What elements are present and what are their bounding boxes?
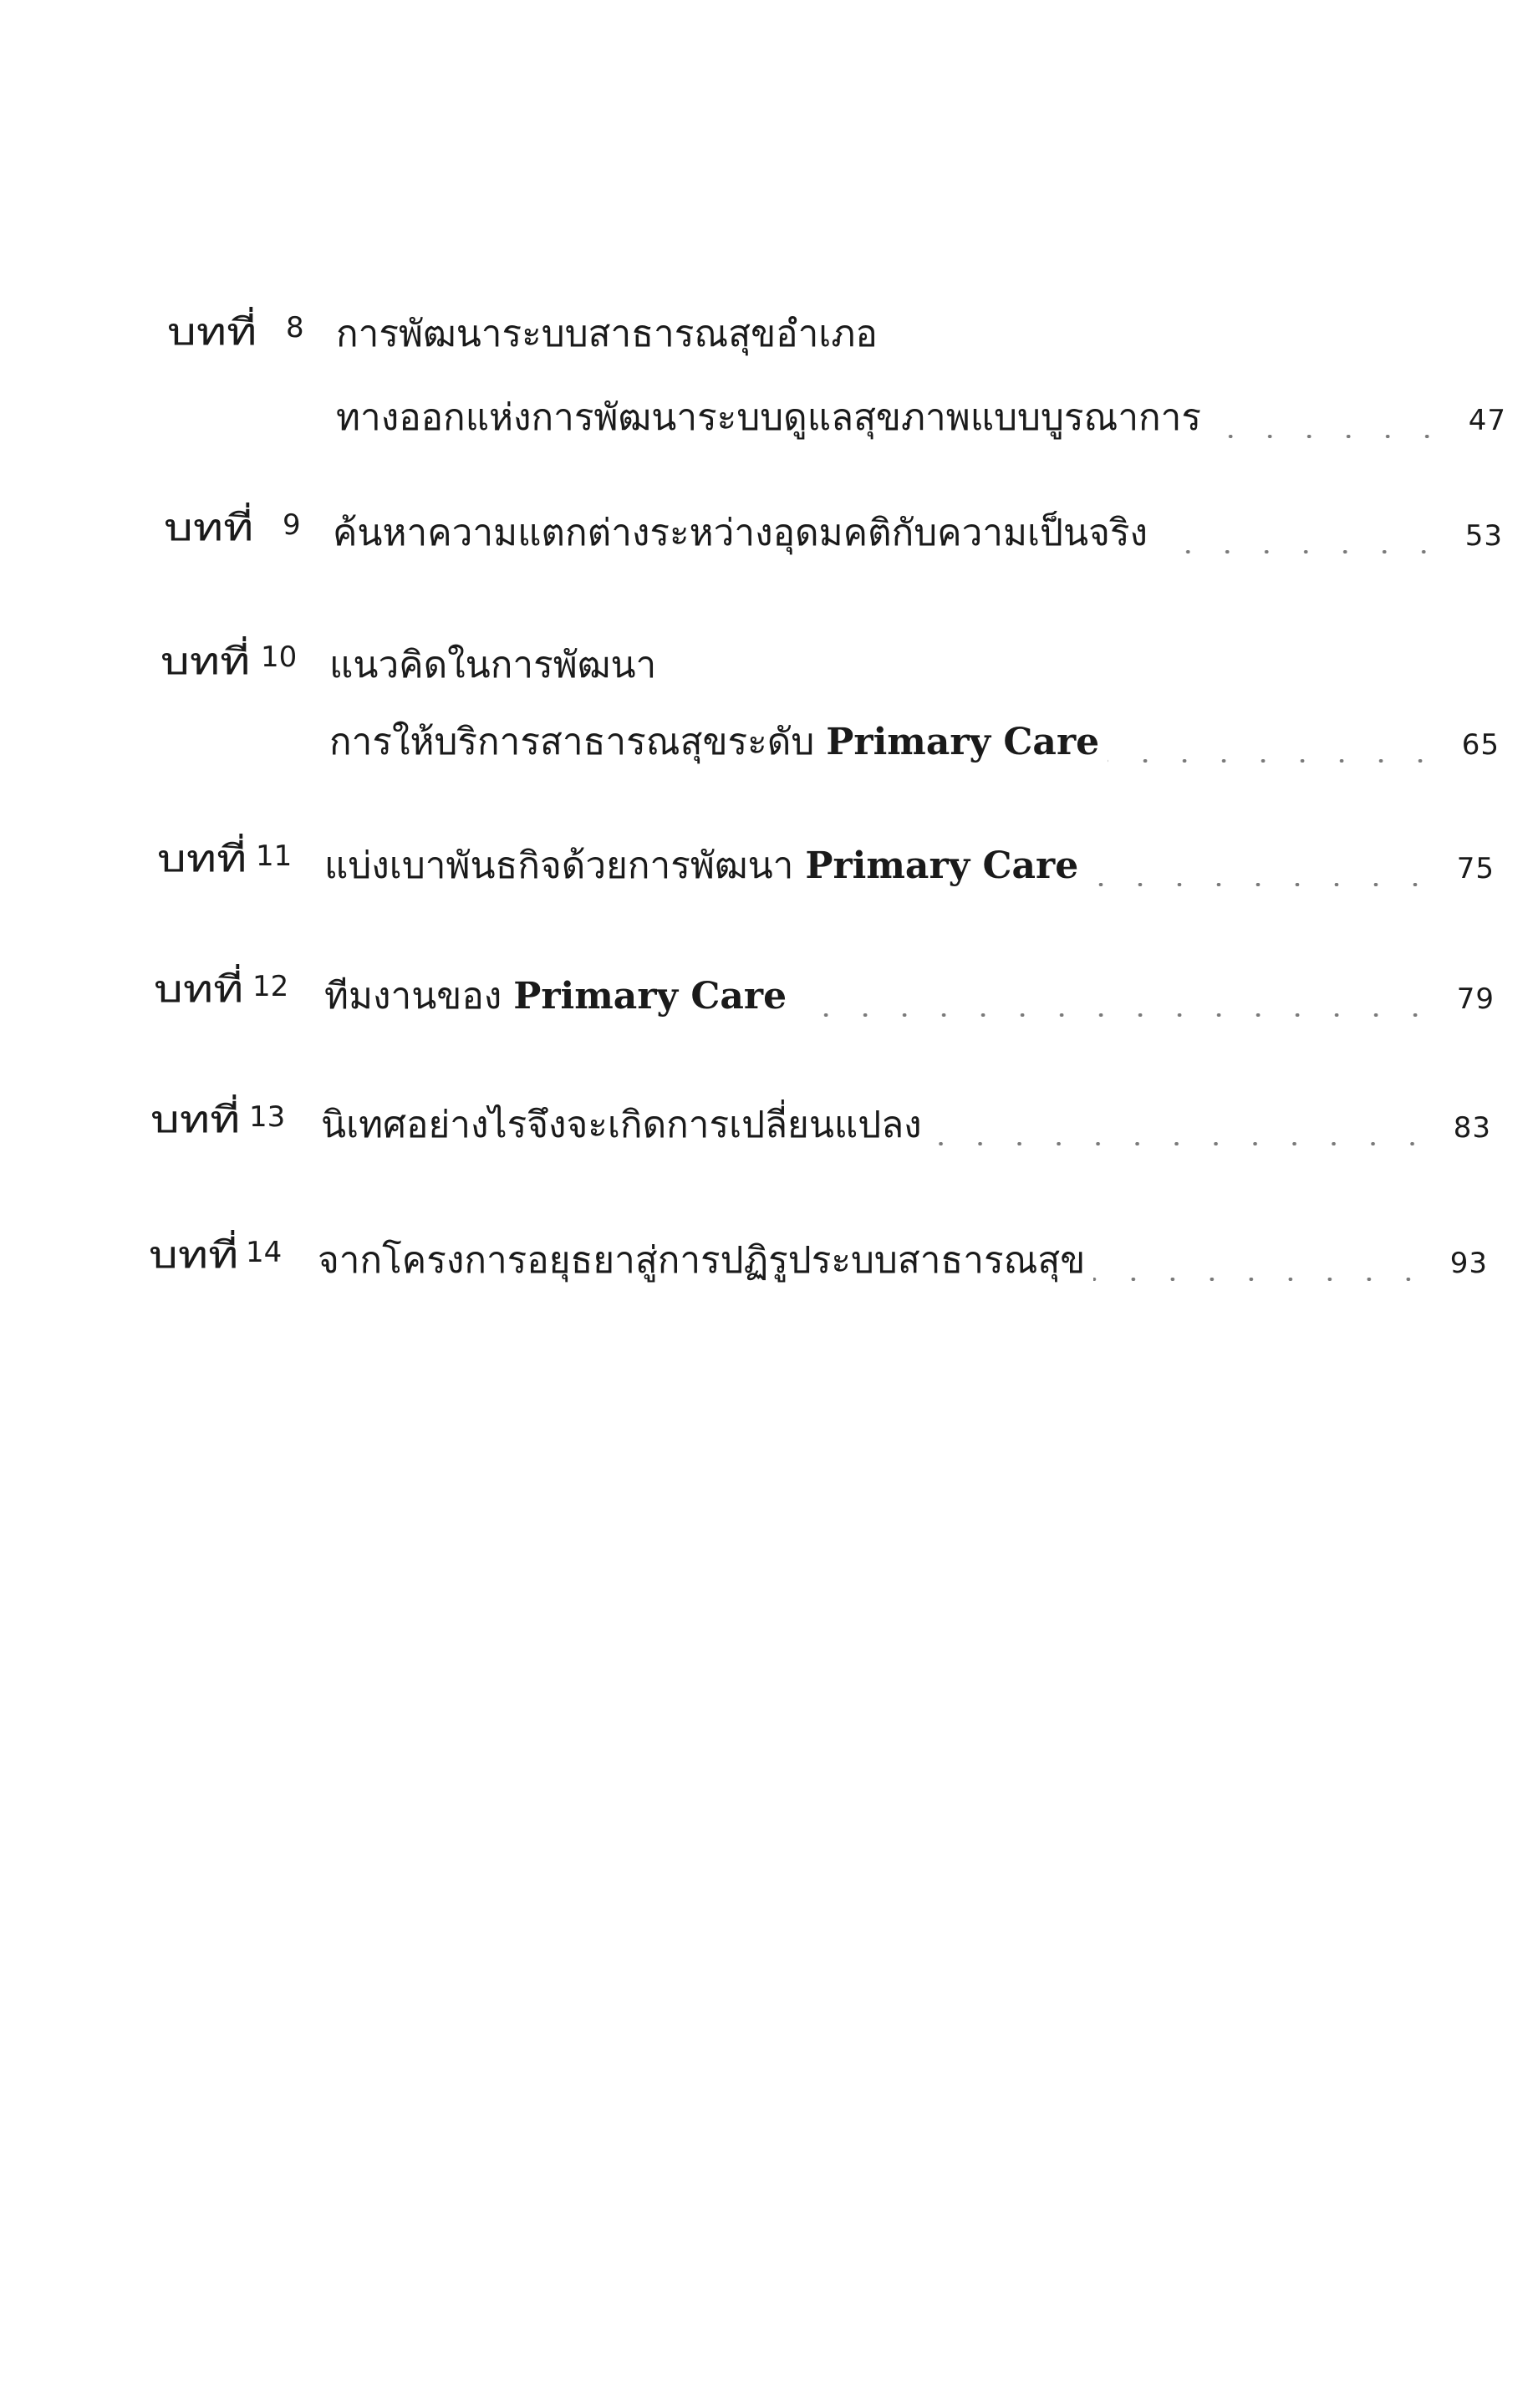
chapter-label: บทที่ <box>157 838 247 880</box>
page-number: 93 <box>1449 1247 1488 1280</box>
chapter-title-line <box>336 388 1506 446</box>
chapter-title-line <box>329 712 1500 771</box>
chapter-number: 8 <box>286 311 304 344</box>
chapter-number: 14 <box>246 1236 283 1269</box>
chapter-number: 12 <box>252 970 289 1003</box>
chapter-title-latin: Primary Care <box>513 975 787 1018</box>
chapter-title-line <box>318 1231 1488 1289</box>
dot-leader <box>1108 759 1440 763</box>
chapter-title: การพัฒนาระบบสาธารณสุขอำเภอ <box>336 313 878 355</box>
chapter-title <box>324 836 1078 895</box>
chapter-title-line <box>333 503 1503 562</box>
chapter-subtitle-latin: Primary Care <box>826 721 1100 763</box>
page-number: 83 <box>1453 1111 1491 1145</box>
chapter-subtitle: ทางออกแห่งการพัฒนาระบบดูแลสุขภาพแบบบูรณาการ <box>336 396 1202 439</box>
dot-leader <box>795 1013 1435 1017</box>
chapter-number: 11 <box>256 839 293 873</box>
chapter-title-line <box>321 1095 1491 1154</box>
dot-leader <box>1210 435 1447 438</box>
chapter-title-line <box>329 635 1500 694</box>
chapter-title-line <box>324 836 1495 895</box>
page-number: 65 <box>1461 728 1500 762</box>
chapter-label: บทที่ <box>160 640 251 683</box>
chapter-subtitle <box>329 712 1099 771</box>
chapter-title-thai: แบ่งเบาพันธกิจด้วยการพัฒนา <box>324 844 794 887</box>
chapter-title-line <box>324 967 1495 1025</box>
chapter-title-line <box>336 304 1506 363</box>
dot-leader <box>1156 550 1444 554</box>
chapter-title: ค้นหาความแตกต่างระหว่างอุดมคติกับความเป็นจริง <box>333 512 1148 554</box>
chapter-number: 10 <box>261 640 298 674</box>
chapter-label: บทที่ <box>167 311 257 354</box>
chapter-title <box>324 967 787 1025</box>
page-number: 75 <box>1456 852 1495 885</box>
chapter-label: บทที่ <box>154 968 244 1011</box>
chapter-title: นิเทศอย่างไรจึงจะเกิดการเปลี่ยนแปลง <box>321 1104 922 1146</box>
dot-leader <box>1087 883 1435 886</box>
chapter-label: บทที่ <box>164 507 254 549</box>
chapter-title: จากโครงการอยุธยาสู่การปฏิรูประบบสาธารณสุข <box>318 1239 1086 1282</box>
chapter-label: บทที่ <box>150 1099 241 1141</box>
chapter-number: 13 <box>249 1100 286 1134</box>
chapter-number: 9 <box>283 508 301 542</box>
page-number: 79 <box>1456 982 1495 1016</box>
chapter-subtitle-thai: การให้บริการสาธารณสุขระดับ <box>329 721 815 763</box>
chapter-title: แนวคิดในการพัฒนา <box>329 644 657 686</box>
chapter-title-latin: Primary Care <box>805 844 1079 887</box>
page-number: 47 <box>1468 404 1506 437</box>
page-number: 53 <box>1464 519 1503 553</box>
dot-leader <box>930 1142 1432 1145</box>
dot-leader <box>1093 1278 1428 1281</box>
chapter-title-thai: ทีมงานของ <box>324 975 502 1018</box>
chapter-label: บทที่ <box>149 1234 239 1277</box>
